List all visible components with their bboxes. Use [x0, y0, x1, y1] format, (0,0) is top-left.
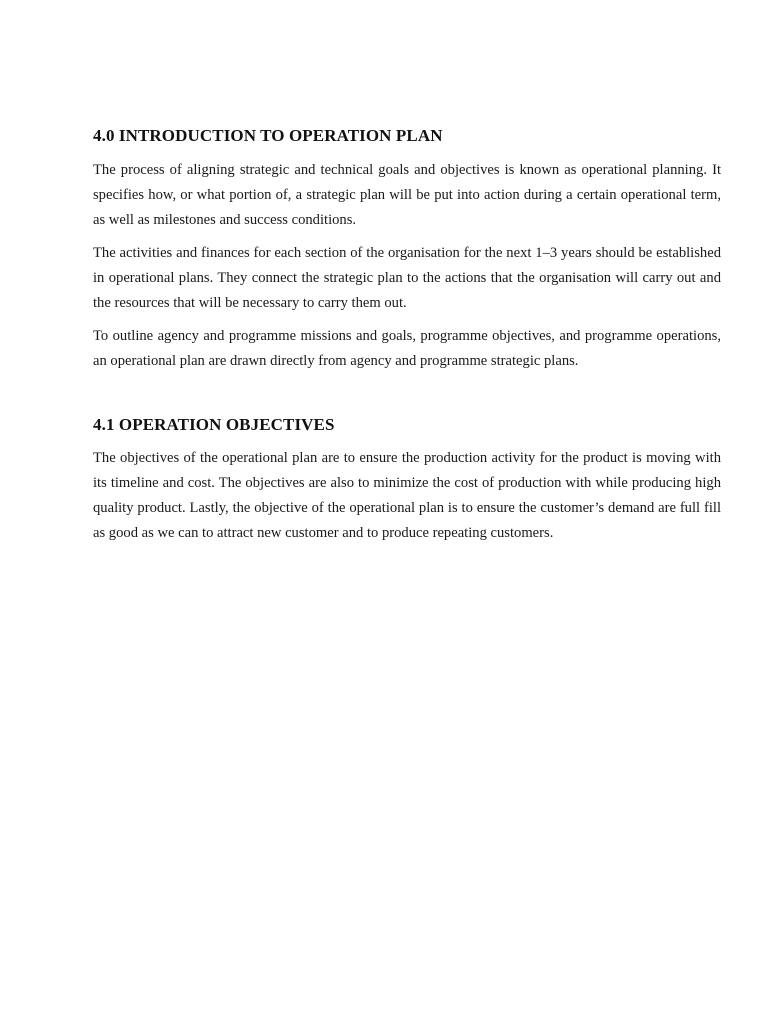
page-content	[93, 122, 721, 554]
section-heading-objectives: 4.1 OPERATION OBJECTIVES	[93, 415, 335, 434]
section-heading-introduction: 4.0 INTRODUCTION TO OPERATION PLAN	[93, 126, 443, 145]
paragraph: To outline agency and programme missions and goals, programme objectives, and programme operations, an operational plan are drawn directly from agency and programme strategic plans.	[93, 328, 721, 369]
paragraph: The activities and finances for each section of the organisation for the next 1–3 years should be established in operational plans. They connect the strategic plan to the actions that the organisation will carry out and the resources that will be necessary to carry them out.	[93, 245, 721, 311]
paragraph: The objectives of the operational plan are to ensure the production activity for the product is moving with its timeline and cost. The objectives are also to minimize the cost of production with while producing high quality product. Lastly, the objective of the operational plan is to ensure the customer’s demand are full fill as good as we can to attract new customer and to produce repeating customers.	[93, 450, 721, 541]
section-introduction	[93, 122, 721, 374]
paragraph: The process of aligning strategic and technical goals and objectives is known as operational planning. It specifies how, or what portion of, a strategic plan will be put into action during a certain operational term, as well as milestones and success conditions.	[93, 162, 721, 228]
section-objectives	[93, 411, 721, 546]
